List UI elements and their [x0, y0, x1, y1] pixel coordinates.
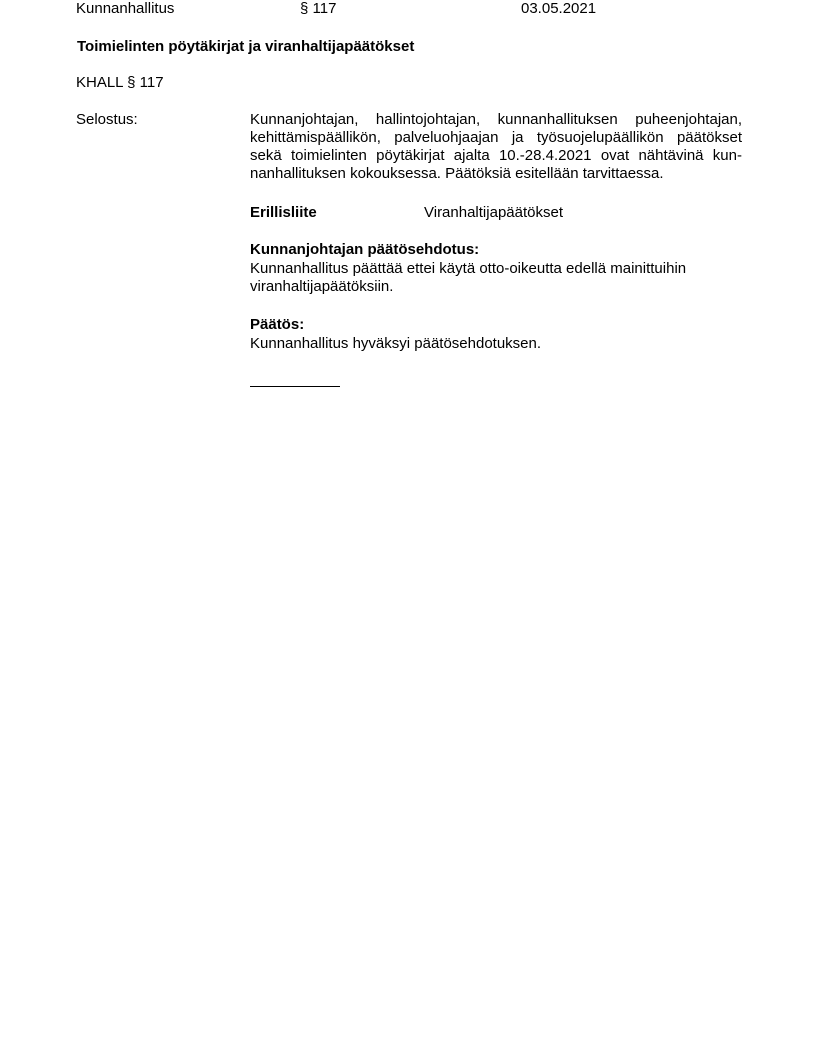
decision-heading: Päätös:	[250, 316, 305, 333]
header-body-name: Kunnanhallitus	[76, 0, 175, 17]
description-line: nanhallituksen kokouksessa. Päätöksiä esitellään tarvittaessa.	[250, 165, 664, 182]
decision-text: Kunnanhallitus hyväksyi päätösehdotuksen.	[250, 335, 542, 352]
proposal-heading: Kunnanjohtajan päätösehdotus:	[250, 241, 480, 258]
description-text	[250, 111, 742, 183]
attachment-value: Viranhaltijapäätökset	[424, 204, 563, 221]
end-divider	[250, 386, 340, 387]
description-line: kehittämispäällikön, palveluohjaajan ja työsuojelupäällikön päätökset	[250, 129, 742, 146]
proposal-line: Kunnanhallitus päättää ettei käytä otto-oikeutta edellä mainittuihin	[250, 260, 687, 277]
description-line: Kunnanjohtajan, hallintojohtajan, kunnanhallituksen puheenjohtajan,	[250, 111, 742, 128]
attachment-label: Erillisliite	[250, 204, 317, 221]
header-date: 03.05.2021	[521, 0, 597, 17]
reference-label: KHALL § 117	[76, 74, 164, 91]
description-label: Selostus:	[76, 111, 138, 128]
proposal-text	[250, 260, 686, 296]
header-paragraph-number: § 117	[300, 0, 337, 17]
description-line: sekä toimielinten pöytäkirjat ajalta 10.-28.4.2021 ovat nähtävinä kun-	[250, 147, 742, 164]
document-title: Toimielinten pöytäkirjat ja viranhaltijapäätökset	[77, 38, 415, 55]
proposal-line: viranhaltijapäätöksiin.	[250, 278, 394, 295]
